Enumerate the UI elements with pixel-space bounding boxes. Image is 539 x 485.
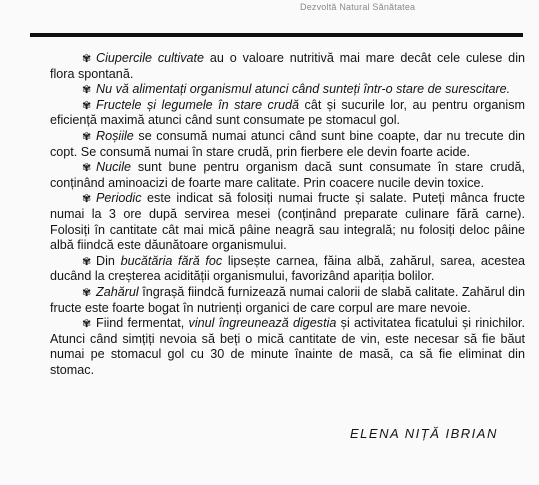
- term-periodic: Periodic: [96, 191, 142, 206]
- paragraph-text: îngrașă fiindcă furnizează numai calorii de slabă calitate. Zahărul din fructe este foarte bogat în nutrienți organici de care corpul are mare nevoie.: [50, 284, 525, 315]
- author-signature: ELENA NIȚĂ IBRIAN: [350, 426, 498, 441]
- flower-bullet-icon: ✾: [82, 255, 92, 268]
- paragraph-text: lipsește carnea, făina albă, zahărul, sarea, acestea ducând la creșterea acidității organismului, favorizând apariția bolilor.: [50, 253, 526, 284]
- flower-bullet-icon: ✾: [82, 84, 92, 97]
- flower-bullet-icon: ✾: [82, 99, 92, 112]
- flower-bullet-icon: ✾: [82, 318, 92, 331]
- flower-bullet-icon: ✾: [82, 193, 92, 206]
- header-rule: [30, 33, 523, 37]
- paragraph-periodic: [50, 191, 525, 253]
- article-body: [50, 51, 525, 378]
- flower-bullet-icon: ✾: [82, 286, 92, 299]
- term-nuts: Nucile: [96, 160, 131, 175]
- paragraph-text: sunt bune pentru organism dacă sunt consumate în stare crudă, conținând aminoacizi de foarte mare calitate. Prin coacere nucile devin toxice.: [50, 160, 525, 190]
- paragraph-tomatoes: [50, 129, 525, 160]
- paragraph-nuts: [50, 160, 525, 191]
- flower-bullet-icon: ✾: [82, 130, 92, 143]
- term-wine: vinul îngreunează digestia: [188, 316, 337, 331]
- term-no-fire-kitchen: bucătăria fără foc: [120, 253, 223, 268]
- flower-bullet-icon: ✾: [82, 53, 92, 65]
- paragraph-text: și activitatea ficatului și rinichilor. Atunci când simțiți nevoia să beți o mică cantitate de vin, este necesar să fie băut numai pe stomacul gol cu 30 de minute înainte de masă, ca să fie eliminat din stomac.: [50, 316, 525, 377]
- term-mushrooms: Ciupercile cultivate: [96, 51, 205, 65]
- warning-excitement: Nu vă alimentați organismul atunci când sunteți într-o stare de surescitare.: [96, 82, 511, 97]
- paragraph-wine: [50, 316, 525, 378]
- paragraph-text: au o valoare nutritivă mai mare decât cele culese din flora spontană.: [50, 51, 525, 81]
- term-tomatoes: Roșiile: [96, 128, 134, 143]
- term-sugar: Zahărul: [96, 284, 139, 299]
- paragraph-no-fire-kitchen: [50, 254, 525, 285]
- paragraph-text: este indicat să folosiți numai fructe și salate. Puteți mânca fructe numai la 3 ore după servirea mesei (conținând preparate culinare fără carne). Folosiți în cantitate cât mai mică pâine neagră sau integrală; nu folosiți deloc pâine albă fiindcă este dăunătoare organismului.: [50, 191, 525, 253]
- paragraph-text: cât și sucurile lor, au pentru organism eficiență maximă atunci când sunt consumate pe stomacul gol.: [50, 97, 525, 128]
- paragraph-raw-produce: [50, 98, 525, 129]
- flower-bullet-icon: ✾: [82, 162, 92, 175]
- paragraph-lead: Din: [96, 253, 121, 268]
- paragraph-lead: Fiind fermentat,: [96, 316, 189, 331]
- term-raw-produce: Fructele și legumele în stare crudă: [96, 97, 300, 112]
- running-head: Dezvoltă Natural Sănătatea: [300, 2, 416, 12]
- paragraph-sugar: [50, 285, 525, 316]
- paragraph-excitement: [50, 82, 525, 98]
- paragraph-text: se consumă numai atunci când sunt bine coapte, dar nu trecute din copt. Se consumă numai în stare crudă, prin fierbere ele devin foarte acide.: [50, 128, 525, 159]
- paragraph-mushrooms: [50, 51, 525, 82]
